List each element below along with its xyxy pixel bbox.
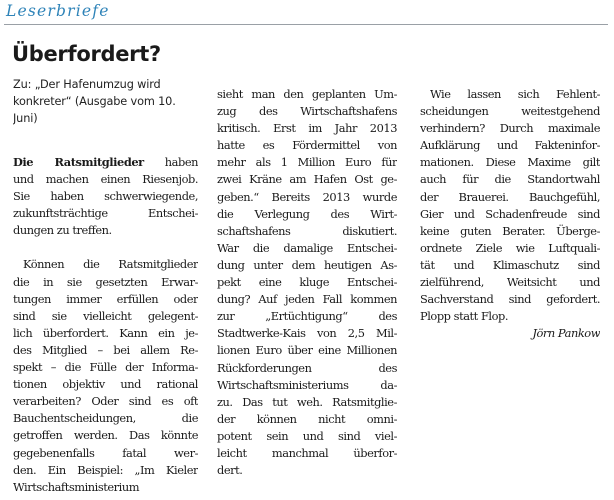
text-line: Die Ratsmitglieder haben xyxy=(13,155,198,169)
text-line: des Mitglied – bei allem Re- xyxy=(13,342,198,357)
text-line: Wie lassen sich Fehlent- xyxy=(430,87,600,101)
text-line: verhindern? Durch maximale xyxy=(420,121,600,136)
text-line: geben.“ Bereits 2013 wurde xyxy=(217,189,397,204)
text-line: dungen zu treffen. xyxy=(13,223,112,238)
text-line: verarbeiten? Oder sind es oft xyxy=(13,394,198,409)
text-line: auch für die Standortwahl xyxy=(420,172,600,187)
text-line: sieht man den geplanten Um- xyxy=(217,87,397,101)
text-line: tät und Klimaschutz sind xyxy=(420,257,600,272)
text-line: dert. xyxy=(217,463,243,478)
section-label: Leserbriefe xyxy=(6,2,110,20)
text-line: ordnete Ziele wie Luftquali- xyxy=(420,240,600,255)
section-divider xyxy=(4,24,608,25)
text-line: gegebenenfalls fatal wer- xyxy=(13,445,198,460)
lead-in-bold: Die Ratsmitglieder xyxy=(13,155,144,169)
author-signature: Jörn Pankow xyxy=(532,326,600,341)
text-line: Sie haben schwerwiegende, xyxy=(13,189,198,204)
text-line: die in sie gesetzten Erwar- xyxy=(13,274,198,289)
text-line: Plopp statt Flop. xyxy=(420,309,509,324)
text-line: keine guten Berater. Überge- xyxy=(420,223,600,238)
reference-line: Zu: „Der Hafenumzug wird xyxy=(13,78,161,91)
text-line: Aufklärung und Fakteninfor- xyxy=(420,138,600,153)
text-line: zug des Wirtschaftshafens xyxy=(217,104,397,119)
text-line: der können nicht omni- xyxy=(217,411,397,426)
article-reference xyxy=(13,77,198,128)
letter-headline: Überfordert? xyxy=(12,42,161,66)
reference-line: konkreter“ (Ausgabe vom 10. xyxy=(13,95,176,109)
text-line: mationen. Diese Maxime gilt xyxy=(420,155,600,170)
text-line: scheidungen weitestgehend xyxy=(420,104,600,119)
text-line: lionen Euro über eine Millionen xyxy=(217,343,397,358)
letter-column-1 xyxy=(13,154,198,496)
letter-column-3 xyxy=(420,86,600,342)
text-line: Rückforderungen des xyxy=(217,360,397,375)
text-line: zielführend, Weitsicht und xyxy=(420,275,600,290)
text-line: zukunftsträchtige Entschei- xyxy=(13,206,198,221)
letter-column-2 xyxy=(217,86,397,479)
text-line: zu. Das tut weh. Ratsmitglie- xyxy=(217,394,397,409)
text-line: Stadtwerke-Kais von 2,5 Mil- xyxy=(217,326,397,341)
text-line: War die damalige Entschei- xyxy=(217,240,397,255)
text-line: der Brauerei. Bauchgefühl, xyxy=(420,189,600,204)
text-line: mehr als 1 Million Euro für xyxy=(217,155,397,170)
text-line: Gier und Schadenfreude sind xyxy=(420,206,600,221)
text-line: Wirtschaftsministeriums da- xyxy=(217,377,397,392)
text-line: spekt – die Fülle der Informa- xyxy=(13,360,198,375)
text-line: sind sie vielleicht gelegent- xyxy=(13,308,198,323)
text-line: hatte es Fördermittel von xyxy=(217,138,397,153)
text-line: dung unter dem heutigen As- xyxy=(217,257,397,272)
text-line: Sachverstand sind gefordert. xyxy=(420,292,600,307)
text-line: den. Ein Beispiel: „Im Kieler xyxy=(13,462,198,477)
text-line: lich überfordert. Kann ein je- xyxy=(13,325,198,340)
reference-line: Juni) xyxy=(13,112,38,126)
paragraph-gap xyxy=(13,239,198,256)
text-line: dung? Auf jeden Fall kommen xyxy=(217,292,397,307)
text-line: zur „Ertüchtigung“ des xyxy=(217,309,397,324)
text-line: zwei Kräne am Hafen Ost ge- xyxy=(217,172,397,187)
text-line: leicht manchmal überfor- xyxy=(217,445,397,460)
text-line: Wirtschaftsministerium xyxy=(13,479,140,494)
text-line: potent sein und sind viel- xyxy=(217,428,397,443)
text-line: und machen einen Riesenjob. xyxy=(13,172,198,187)
text-line: getroffen werden. Das könnte xyxy=(13,428,198,443)
text-line: Können die Ratsmitglieder xyxy=(23,257,198,272)
text-line: tungen immer erfüllen oder xyxy=(13,291,198,306)
text-line: tionen objektiv und rational xyxy=(13,377,198,392)
text-line: schaftshafens diskutiert. xyxy=(217,223,397,238)
text-line: kritisch. Erst im Jahr 2013 xyxy=(217,121,397,136)
text-line: pekt eine kluge Entschei- xyxy=(217,275,397,290)
text-line: die Verlegung des Wirt- xyxy=(217,206,397,221)
text-line: Bauchentscheidungen, die xyxy=(13,411,198,426)
